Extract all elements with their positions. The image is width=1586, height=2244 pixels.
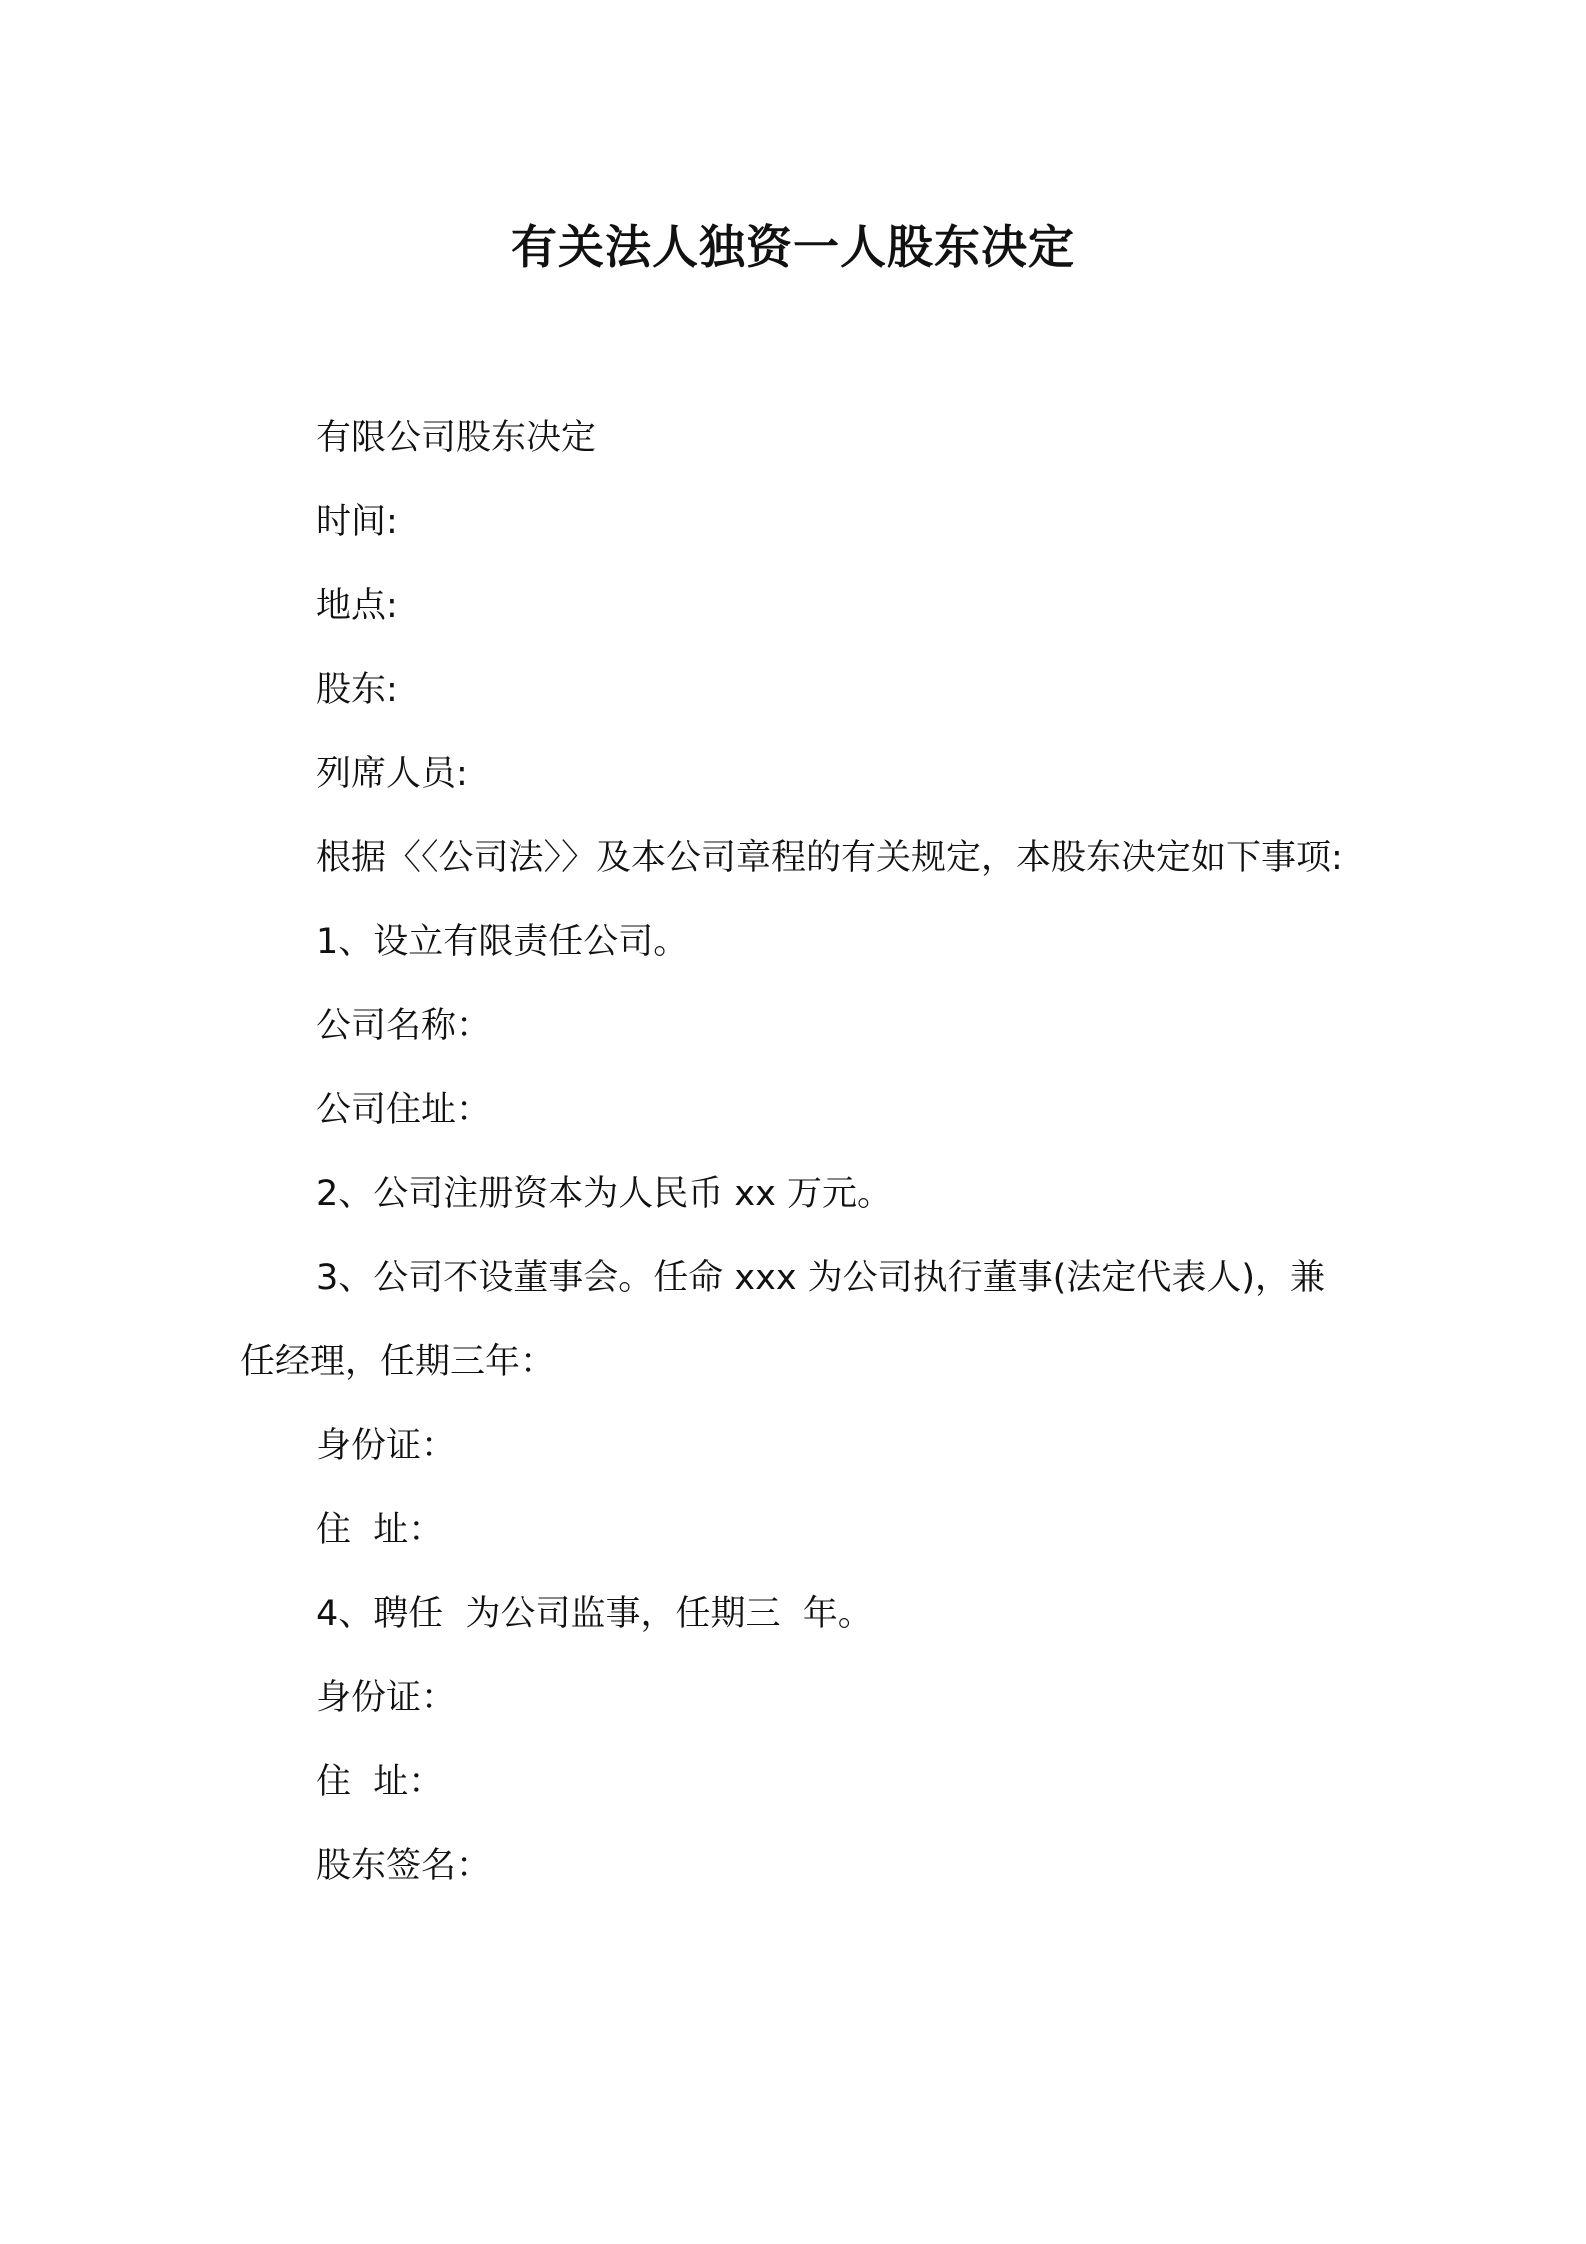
document-title: 有关法人独资一人股东决定	[511, 220, 1075, 274]
company-decision-heading: 有限公司股东决定	[316, 418, 597, 458]
director-address-field-label: 住 址：	[316, 1510, 444, 1550]
attendees-field-label: 列席人员:	[316, 754, 468, 794]
supervisor-address-field-label: 住 址：	[316, 1762, 444, 1802]
shareholder-field-label: 股东:	[316, 670, 398, 710]
decision-item-3: 3、公司不设董事会。任命 xxx 为公司执行董事(法定代表人)，兼任经理，任期三年：	[240, 1258, 1325, 1382]
decision-item-4: 4、聘任 为公司监事，任期三 年。	[316, 1594, 873, 1634]
location-field-label: 地点:	[316, 586, 398, 626]
shareholder-signature-label: 股东签名：	[316, 1846, 492, 1886]
decision-item-1: 1、设立有限责任公司。	[316, 922, 689, 962]
company-name-field-label: 公司名称：	[316, 1006, 492, 1046]
decision-item-2: 2、公司注册资本为人民币 xx 万元。	[316, 1174, 892, 1214]
time-field-label: 时间:	[316, 502, 398, 542]
director-id-field-label: 身份证：	[316, 1426, 457, 1466]
supervisor-id-field-label: 身份证：	[316, 1678, 457, 1718]
decision-preamble: 根据〈〈公司法〉〉及本公司章程的有关规定，本股东决定如下事项:	[316, 838, 1343, 878]
company-address-field-label: 公司住址：	[316, 1090, 492, 1130]
document-body	[240, 396, 1354, 1908]
